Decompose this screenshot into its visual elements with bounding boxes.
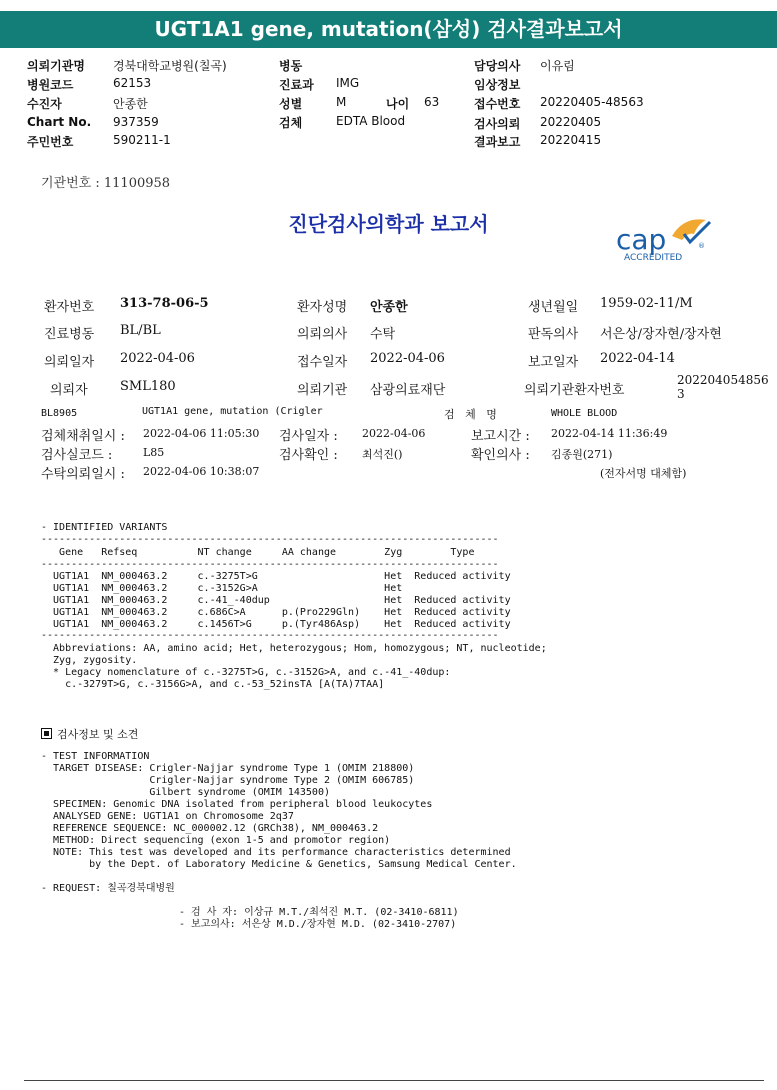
report-title: UGT1A1 gene, mutation(삼성) 검사결과보고서 bbox=[154, 17, 623, 41]
row-value-lab-code: L85 bbox=[143, 446, 165, 459]
meta-label-specimen: 검체 bbox=[279, 116, 303, 130]
grid-label-institution-patient-no: 의뢰기관환자번호 bbox=[524, 383, 625, 398]
meta-value-receipt-no: 20220405-48563 bbox=[540, 95, 644, 109]
info-line: SPECIMEN: Genomic DNA isolated from peripheral blood leukocytes bbox=[41, 799, 433, 810]
signer-line: - 검 사 자: 이상규 M.T./최석진 M.T. (02-3410-6811) bbox=[179, 907, 459, 918]
grid-value-ward: BL/BL bbox=[120, 323, 161, 338]
row-label-report-time: 보고시간 : bbox=[471, 429, 530, 444]
row-label-collection-time: 검체채취일시 : bbox=[41, 429, 125, 444]
row-label-consign-time: 수탁의뢰일시 : bbox=[41, 467, 125, 482]
info-line: METHOD: Direct sequencing (exon 1-5 and promotor region) bbox=[41, 835, 391, 846]
row-value-test-date: 2022-04-06 bbox=[362, 427, 426, 440]
grid-value-patient-no: 313-78-06-5 bbox=[120, 296, 209, 311]
info-line: TARGET DISEASE: Crigler-Najjar syndrome Type 1 (OMIM 218800) bbox=[41, 763, 415, 774]
grid-value-birth: 1959-02-11/M bbox=[600, 296, 693, 311]
meta-label-resident-no: 주민번호 bbox=[27, 135, 74, 149]
info-section-title bbox=[41, 726, 138, 742]
meta-label-ward: 병동 bbox=[279, 59, 303, 73]
info-heading: 검사정보 및 소견 bbox=[57, 728, 139, 741]
specimen-value: WHOLE BLOOD bbox=[551, 408, 618, 419]
grid-label-request-date: 의뢰일자 bbox=[44, 355, 95, 370]
meta-label-result-report: 결과보고 bbox=[474, 135, 521, 149]
grid-value-report-date: 2022-04-14 bbox=[600, 351, 675, 366]
info-line: Crigler-Najjar syndrome Type 2 (OMIM 606785) bbox=[41, 775, 415, 786]
signer-line: - 보고의사: 서은상 M.D./장자현 M.D. (02-3410-2707) bbox=[179, 919, 457, 930]
cap-logo-tm: ® bbox=[698, 242, 705, 250]
info-line: REFERENCE SEQUENCE: NC_000002.12 (GRCh38), NM_000463.2 bbox=[41, 823, 379, 834]
info-line: by the Dept. of Laboratory Medicine & Genetics, Samsung Medical Center. bbox=[41, 859, 517, 870]
test-name: UGT1A1 gene, mutation (Crigler bbox=[142, 406, 323, 417]
grid-label-requesting-institution: 의뢰기관 bbox=[297, 383, 348, 398]
meta-value-chart-no: 937359 bbox=[113, 115, 159, 129]
info-line: ANALYSED GENE: UGT1A1 on Chromosome 2q37 bbox=[41, 811, 294, 822]
abbreviations-line: Zyg, zygosity. bbox=[41, 655, 138, 666]
specimen-label: 검 체 명 bbox=[444, 408, 497, 421]
row-value-test-confirm: 최석진() bbox=[362, 448, 403, 461]
info-line: - TEST INFORMATION bbox=[41, 751, 150, 762]
grid-label-patient-no: 환자번호 bbox=[44, 300, 95, 315]
meta-value-resident-no: 590211-1 bbox=[113, 133, 171, 147]
variants-rule-top: ---------------------------------------------------------------------------- bbox=[41, 534, 499, 545]
report-header-bar bbox=[0, 11, 777, 48]
cap-logo-brand: cap bbox=[616, 223, 667, 256]
row-value-consign-time: 2022-04-06 10:38:07 bbox=[143, 465, 260, 478]
meta-label-institution: 의뢰기관명 bbox=[27, 59, 85, 73]
variants-rule-mid: ---------------------------------------------------------------------------- bbox=[41, 559, 499, 570]
meta-value-patient: 안종한 bbox=[113, 97, 148, 111]
variants-header-row: Gene Refseq NT change AA change Zyg Type bbox=[41, 547, 475, 558]
abbreviations-line: Abbreviations: AA, amino acid; Het, heterozygous; Hom, homozygous; NT, nucleotide; bbox=[41, 643, 547, 654]
grid-label-birth: 생년월일 bbox=[528, 300, 579, 315]
grid-value-reading-doctor: 서은상/장자현/장자현 bbox=[600, 327, 722, 342]
row-value-confirm-doctor: 김종원(271) bbox=[551, 448, 613, 461]
abbreviations-line: * Legacy nomenclature of c.-3275T>G, c.-3152G>A, and c.-41_-40dup: bbox=[41, 667, 451, 678]
institution-number: 기관번호 : 11100958 bbox=[41, 176, 171, 191]
variants-rule-bottom: ---------------------------------------------------------------------------- bbox=[41, 630, 499, 641]
grid-label-ward: 진료병동 bbox=[44, 327, 95, 342]
grid-label-receipt-date: 접수일자 bbox=[297, 355, 348, 370]
variant-row: UGT1A1 NM_000463.2 c.1456T>G p.(Tyr486Asp) Het Reduced activity bbox=[41, 619, 511, 630]
grid-label-requester: 의뢰자 bbox=[50, 383, 88, 398]
report-subtitle: 진단검사의학과 보고서 bbox=[288, 212, 489, 236]
request-line: - REQUEST: 칠곡경북대병원 bbox=[41, 883, 175, 894]
meta-value-test-request: 20220405 bbox=[540, 115, 602, 129]
variants-heading: - IDENTIFIED VARIANTS bbox=[41, 522, 168, 533]
row-label-test-confirm: 검사확인 : bbox=[279, 448, 338, 463]
meta-label-age: 나이 bbox=[386, 97, 410, 111]
meta-value-result-report: 20220415 bbox=[540, 133, 602, 147]
row-label-test-date: 검사일자 : bbox=[279, 429, 338, 444]
row-label-lab-code: 검사실코드 : bbox=[41, 448, 113, 463]
meta-label-clinical-info: 임상정보 bbox=[474, 78, 521, 92]
grid-value-patient-name: 안종한 bbox=[370, 300, 408, 315]
meta-label-chart-no: Chart No. bbox=[27, 115, 92, 129]
grid-value-request-date: 2022-04-06 bbox=[120, 351, 195, 366]
grid-value-institution-patient-no-1: 202204054856 bbox=[677, 373, 769, 387]
info-line: Gilbert syndrome (OMIM 143500) bbox=[41, 787, 330, 798]
meta-value-specimen: EDTA Blood bbox=[336, 114, 406, 128]
grid-value-requesting-doctor: 수탁 bbox=[370, 327, 396, 342]
meta-value-age: 63 bbox=[424, 95, 440, 109]
meta-label-patient: 수진자 bbox=[27, 97, 62, 111]
variant-row: UGT1A1 NM_000463.2 c.686C>A p.(Pro229Gln) Het Reduced activity bbox=[41, 607, 511, 618]
meta-value-hospital-code: 62153 bbox=[113, 76, 152, 90]
grid-label-patient-name: 환자성명 bbox=[297, 300, 348, 315]
meta-value-sex: M bbox=[336, 95, 347, 109]
meta-label-sex: 성별 bbox=[279, 97, 303, 111]
meta-value-institution: 경북대학교병원(칠곡) bbox=[113, 59, 227, 73]
meta-label-doctor: 담당의사 bbox=[474, 59, 521, 73]
row-label-confirm-doctor: 확인의사 : bbox=[471, 448, 530, 463]
square-bullet-icon bbox=[41, 728, 52, 739]
row-value-collection-time: 2022-04-06 11:05:30 bbox=[143, 427, 260, 440]
test-code: BL8905 bbox=[41, 408, 78, 419]
grid-label-reading-doctor: 판독의사 bbox=[528, 327, 579, 342]
cap-logo-accredited: ACCREDITED bbox=[624, 253, 683, 263]
grid-value-receipt-date: 2022-04-06 bbox=[370, 351, 445, 366]
meta-value-department: IMG bbox=[336, 76, 360, 90]
grid-label-requesting-doctor: 의뢰의사 bbox=[297, 327, 348, 342]
meta-label-receipt-no: 접수번호 bbox=[474, 97, 521, 111]
variant-row: UGT1A1 NM_000463.2 c.-41_-40dup Het Reduced activity bbox=[41, 595, 511, 606]
page-bottom-divider bbox=[24, 1080, 764, 1081]
meta-value-doctor: 이유림 bbox=[540, 59, 575, 73]
meta-label-department: 진료과 bbox=[279, 78, 314, 92]
grid-value-institution-patient-no-2: 3 bbox=[677, 387, 685, 401]
row-value-report-time: 2022-04-14 11:36:49 bbox=[551, 427, 668, 440]
grid-value-requesting-institution: 삼광의료재단 bbox=[370, 383, 446, 398]
meta-label-hospital-code: 병원코드 bbox=[27, 78, 74, 92]
abbreviations-line: c.-3279T>G, c.-3156G>A, and c.-53_52insTA [A(TA)7TAA] bbox=[41, 679, 385, 690]
cap-accredited-logo bbox=[614, 214, 714, 264]
grid-label-report-date: 보고일자 bbox=[528, 355, 579, 370]
info-line: NOTE: This test was developed and its performance characteristics determined bbox=[41, 847, 511, 858]
meta-label-test-request: 검사의뢰 bbox=[474, 117, 521, 131]
electronic-signature-note: (전자서명 대체함) bbox=[600, 467, 687, 480]
variant-row: UGT1A1 NM_000463.2 c.-3275T>G Het Reduced activity bbox=[41, 571, 511, 582]
variant-row: UGT1A1 NM_000463.2 c.-3152G>A Het bbox=[41, 583, 403, 594]
grid-value-requester: SML180 bbox=[120, 379, 176, 394]
